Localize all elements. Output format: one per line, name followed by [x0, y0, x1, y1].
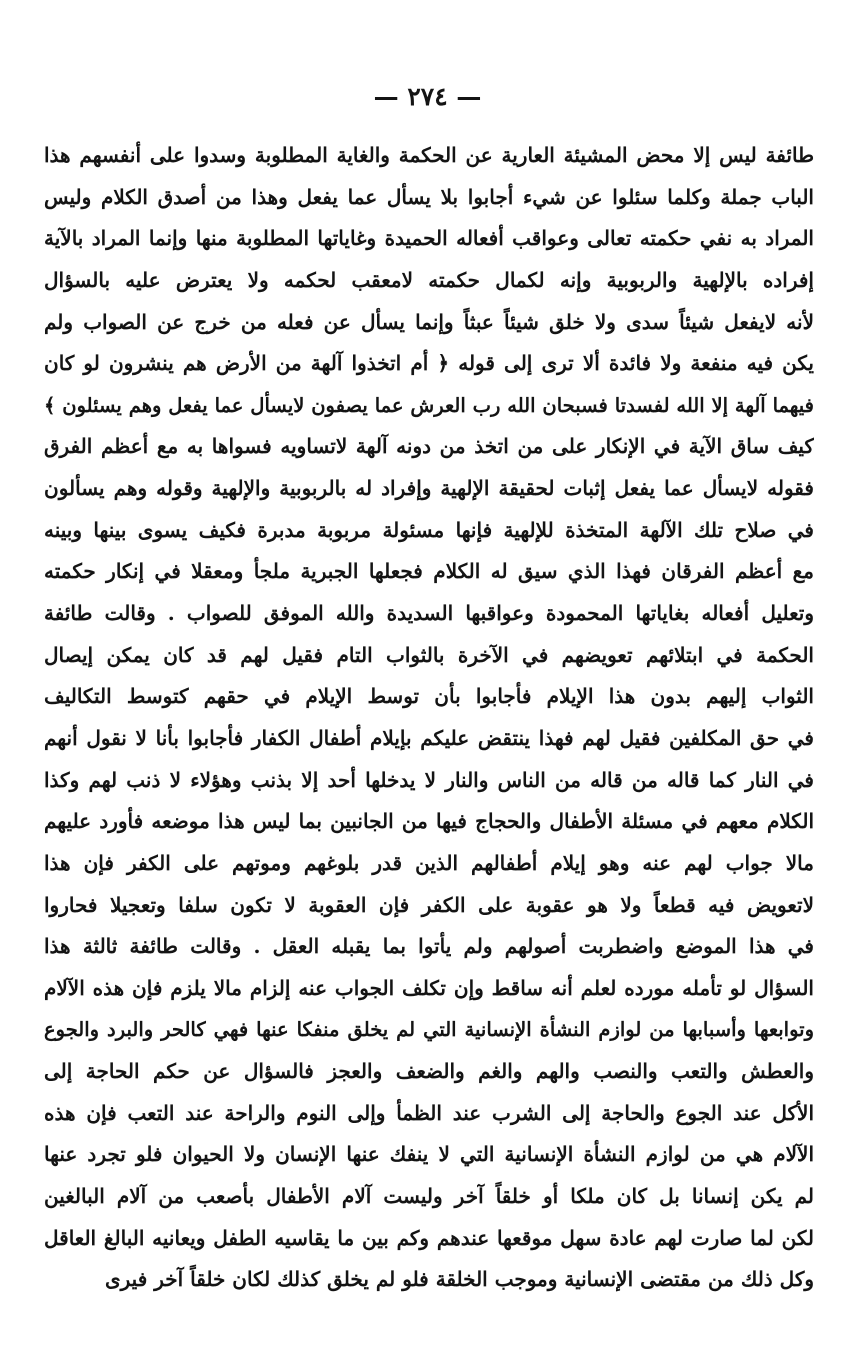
text-line: في صلاح تلك الآلهة المتخذة للإلهية فإنها مسئولة مربوبة مدبرة فكيف يسوى بينها وبينه [44, 517, 814, 542]
text-line: كيف ساق الآية في الإنكار على من اتخذ من دونه آلهة لاتساويه فسواها به مع أعظم الفرق [44, 434, 814, 459]
text-line: مالا جواب لهم عنه وهو إيلام أطفالهم الذين قدر بلوغهم وموتهم على الكفر فإن هذا [44, 850, 814, 875]
text-line: الكلام معهم في مسئلة الأطفال والحجاج فيها من الجانبين بما ليس هذا موضعه فأورد عليهم [44, 809, 814, 834]
text-line: فيهما آلهة إلا الله لفسدتا فسبحان الله رب العرش عما يصفون لايسأل عما يفعل وهم يسئلون ﴾ [44, 393, 814, 417]
text-line: وتوابعها وأسبابها من لوازم النشأة الإنسانية التي لم يخلق منفكا عنها فهي كالحر والبرد والجوع [44, 1018, 814, 1042]
text-line: لم يكن إنسانا بل كان ملكا أو خلقاً آخر وليست آلام الأطفال بأصعب من آلام البالغين [44, 1184, 814, 1209]
text-line: الآلام هي من لوازم النشأة الإنسانية التي لا ينفك عنها الإنسان ولا الحيوان فلو تجرد عنها [44, 1142, 814, 1167]
text-line: مع أعظم الفرقان فهذا الذي سيق له الكلام فجعلها الجبرية ملجأ ومعقلا في إنكار حكمته [44, 559, 814, 584]
text-line: طائفة ليس إلا محض المشيئة العارية عن الحكمة والغاية المطلوبة وسدوا على أنفسهم هذا [44, 143, 814, 167]
text-line: السؤال لو تأمله مورده لعلم أنه ساقط وإن تكلف الجواب عنه إلزام مالا يلزم فإن هذه الآلام [44, 975, 814, 1000]
text-line: الباب جملة وكلما سئلوا عن شيء أجابوا بلا يسأل عما يفعل وهذا من أصدق الكلام وليس [44, 184, 814, 209]
text-line: الأكل عند الجوع والحاجة إلى الشرب عند الظمأ وإلى النوم والراحة عند التعب فإن هذه [44, 1100, 814, 1125]
text-line: فقوله لايسأل عما يفعل إثبات لحقيقة الإلهية وإفراد له بالربوبية والإلهية وقوله وهم يسألون [44, 476, 814, 501]
text-line: إفراده بالإلهية والربوبية وإنه لكمال حكمته لامعقب لحكمه ولا يعترض عليه بالسؤال [44, 267, 814, 292]
text-line: وكل ذلك من مقتضى الإنسانية وموجب الخلقة فلو لم يخلق كذلك لكان خلقاً آخر فيرى [104, 1267, 814, 1292]
text-line: في هذا الموضع واضطربت أصولهم ولم يأتوا بما يقبله العقل . وقالت طائفة ثالثة هذا [44, 934, 814, 959]
text-line: وتعليل أفعاله بغاياتها المحمودة وعواقبها السديدة والله الموفق للصواب . وقالت طائفة [44, 601, 814, 626]
text-line: والعطش والتعب والنصب والهم والغم والضعف والعجز فالسؤال عن حكم الحاجة إلى [44, 1059, 814, 1084]
page-number: — ٢٧٤ — [373, 82, 482, 111]
page-body-text [44, 135, 814, 1301]
text-line: المراد به نفي حكمته تعالى وعواقب أفعاله الحميدة وغاياتها المطلوبة منها وإنما المراد بالآية [44, 226, 814, 251]
text-line: يكن فيه منفعة ولا فائدة ألا ترى إلى قوله ﴿ أم اتخذوا آلهة من الأرض هم ينشرون لو كان [44, 351, 814, 376]
text-line: لاتعويض فيه قطعاً ولا هو عقوبة على الكفر فإن العقوبة لا تكون سلفا وتعجيلا فحاروا [44, 892, 814, 917]
text-line: الثواب إليهم بدون هذا الإيلام فأجابوا بأن توسط الإيلام في حقهم كتوسط التكاليف [44, 684, 814, 709]
text-line: في حق المكلفين فقيل لهم فهذا ينتقض عليكم بإيلام أطفال الكفار فأجابوا بأنا لا نقول أنهم [44, 725, 814, 750]
text-line: لأنه لايفعل شيئاً سدى ولا خلق شيئاً عبثاً وإنما يسأل عن فعله من خرج عن الصواب ولم [44, 309, 814, 334]
text-line: في النار كما قاله من قاله من الناس والنار لا يدخلها أحد إلا بذنب وهؤلاء لا ذنب لهم وكذا [44, 767, 814, 792]
text-line: لكن لما صارت لهم عادة سهل موقعها عندهم وكم بين ما يقاسيه الطفل ويعانيه البالغ العاقل [44, 1225, 814, 1250]
text-line: الحكمة في ابتلائهم تعويضهم في الآخرة بالثواب التام فقيل لهم قد كان يمكن إيصال [44, 642, 814, 667]
